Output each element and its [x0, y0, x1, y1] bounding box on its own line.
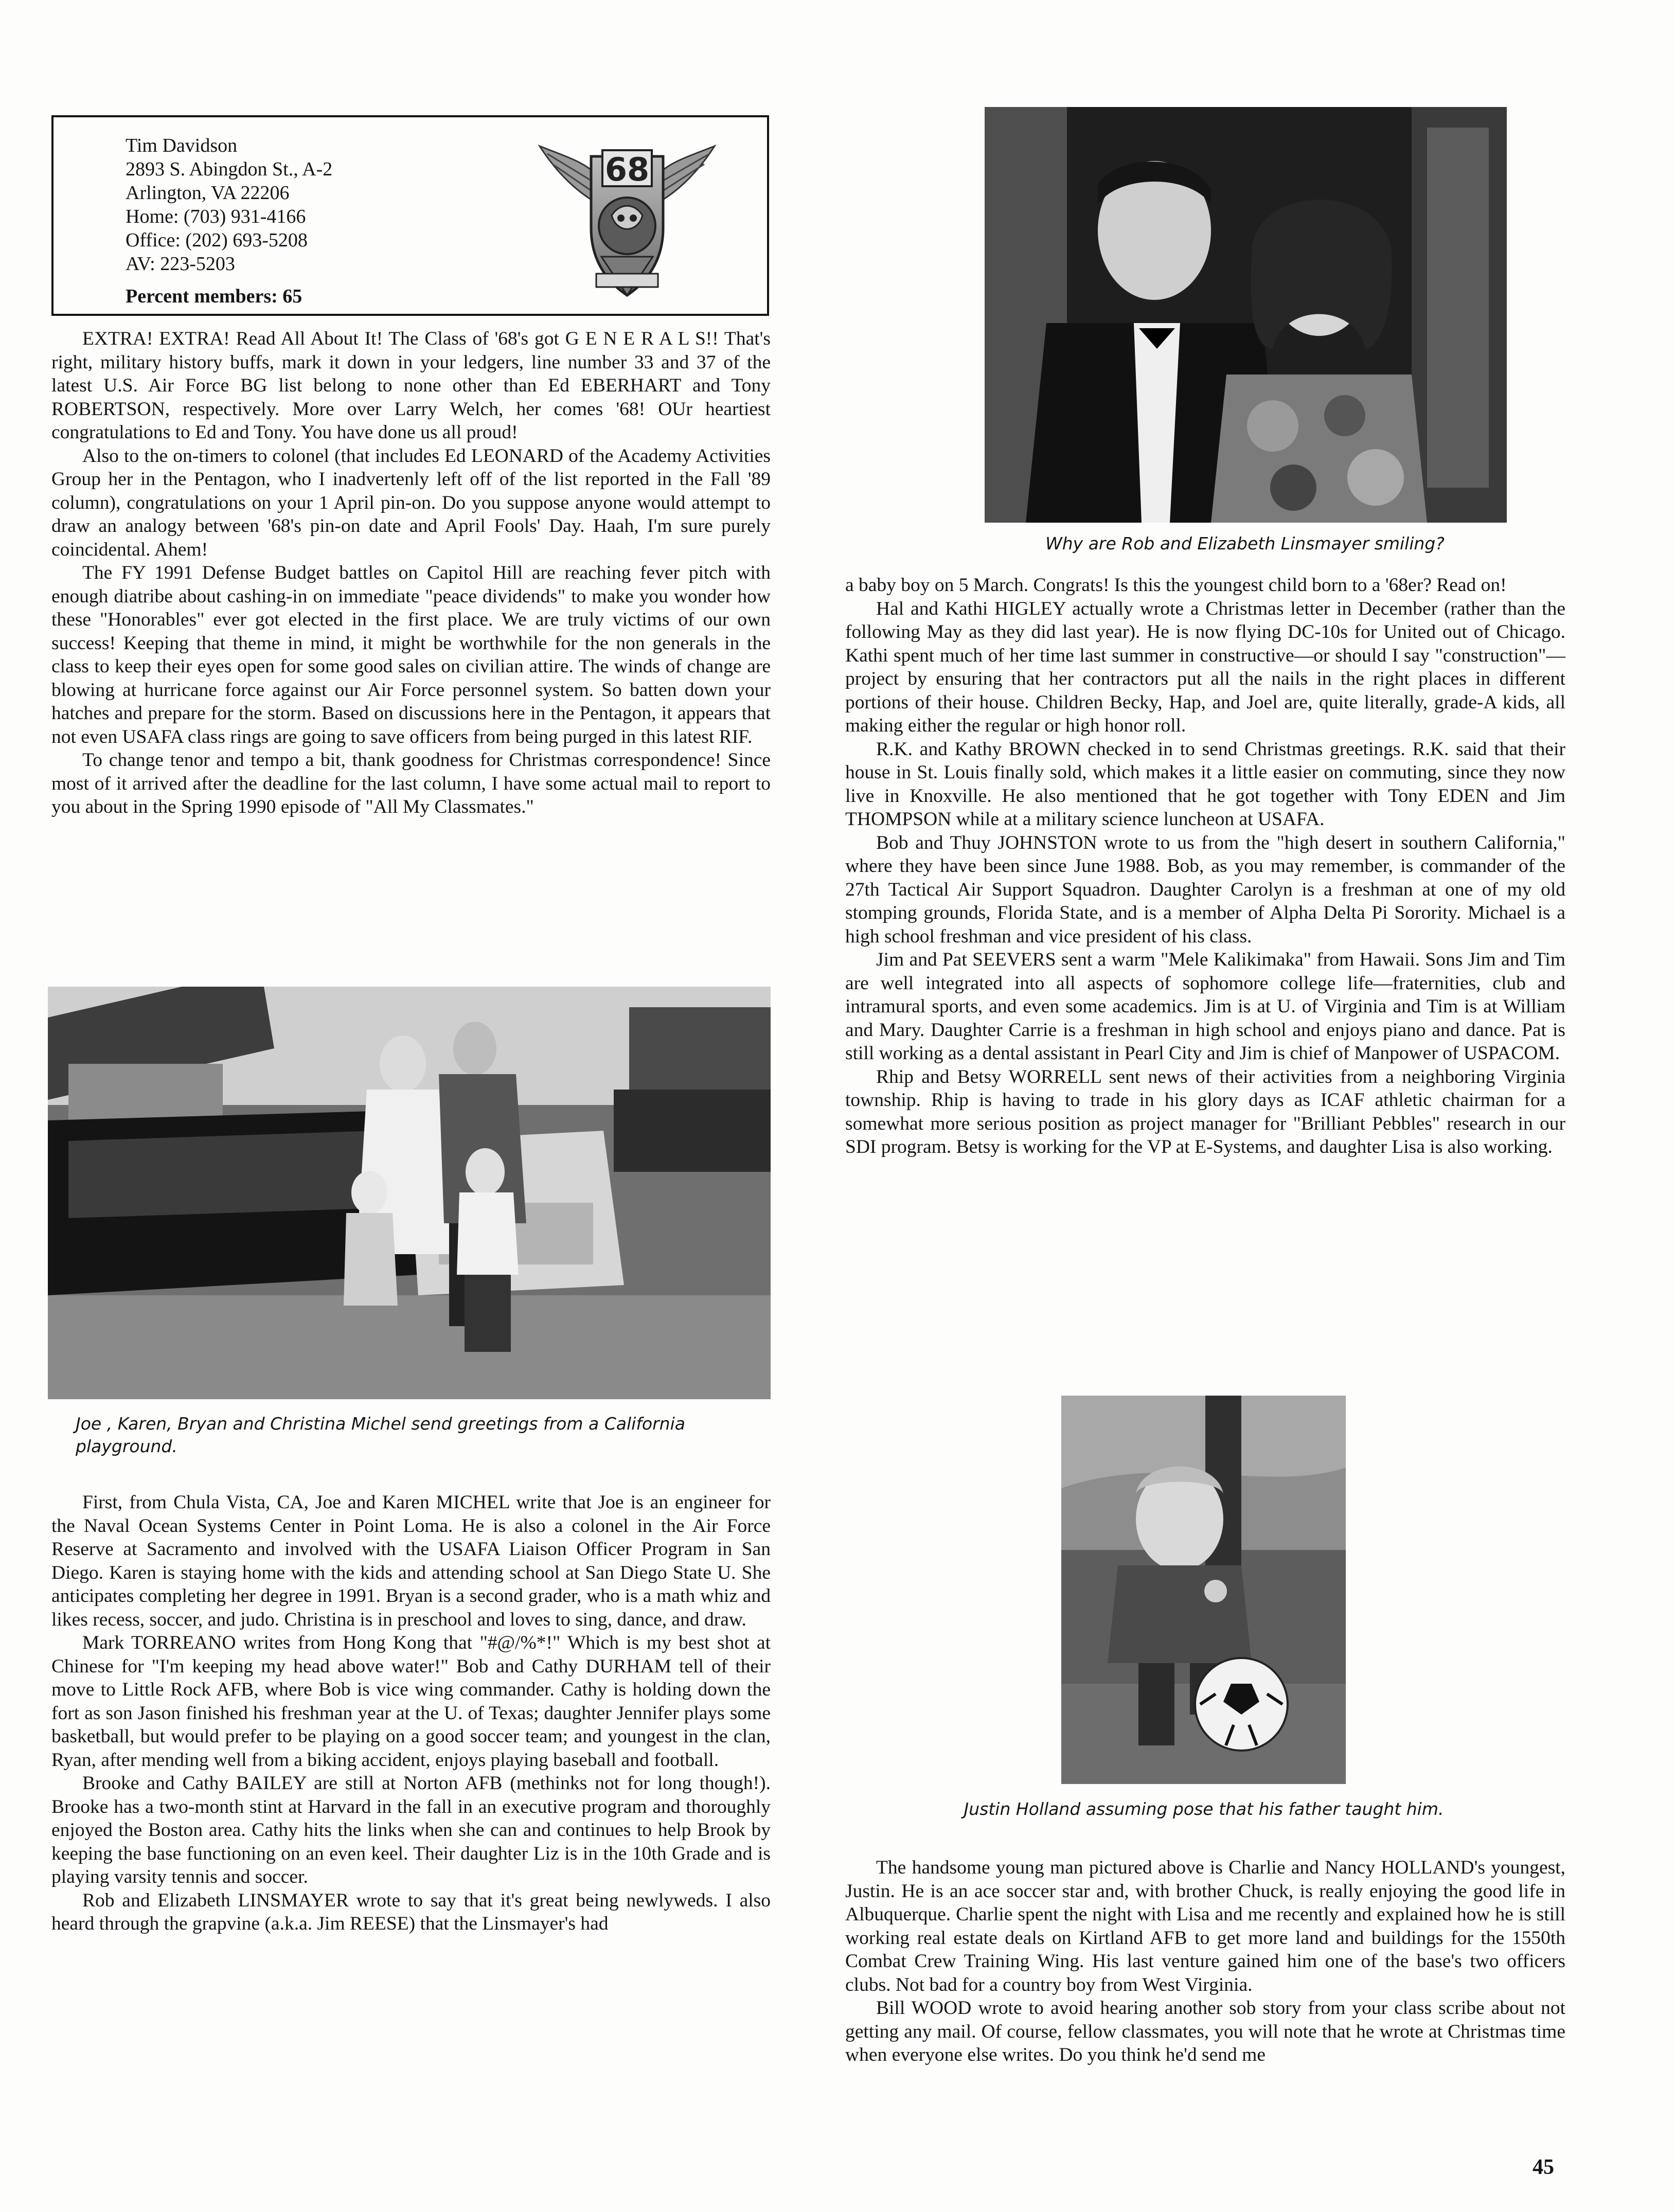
paragraph-holland: The handsome young man pictured above is Charlie and Nancy HOLLAND's youngest, Justin. He is an ace soccer star and, with brother Chuck, is really enjoying the good life in Albuquerque. Charlie spent the night with Lisa and me recently and explained how he is still working real estate deals on Kirtland AFB to get more land and buildings for the 1550th Combat Crew Training Wing. His last venture gained him one of the base's two officers clubs. Not bad for a country boy from West Virginia. — [845, 1857, 1565, 1995]
paragraph-michel: First, from Chula Vista, CA, Joe and Karen MICHEL write that Joe is an engineer for the Naval Ocean Systems Center in Point Loma. He is also a colonel in the Air Force Reserve at Sacramento and involved with the USAFA Liaison Officer Program in San Diego. Karen is staying home with the kids and attending school at San Diego State U. She anticipates completing her degree in 1991. Bryan is a second grader, who is a math whiz and likes recess, soccer, and judo. Christina is in preschool and loves to sing, dance, and draw. — [51, 1492, 771, 1630]
contact-home-phone: Home: (703) 931-4166 — [126, 206, 306, 227]
paragraph-linsmayer: Rob and Elizabeth LINSMAYER wrote to say that it's great being newlyweds. I also heard through the grapvine (a.k.a. Jim REESE) that the Linsmayer's had — [51, 1889, 771, 1934]
left-column-bottom-text — [51, 1491, 771, 1936]
paragraph-baby-boy: a baby boy on 5 March. Congrats! Is this the youngest child born to a '68er? Read on! — [845, 575, 1507, 596]
justin-holland-photo — [1061, 1396, 1346, 1784]
paragraph-worrell: Rhip and Betsy WORRELL sent news of their activities from a neighboring Virginia township. Rhip is having to trade in his glory days as ICAF athletic chairman for a somewhat more serious position as project manager for "Brilliant Pebbles" research in our SDI program. Betsy is working for the VP at E-Systems, and daughter Lisa is also working. — [845, 1066, 1565, 1157]
contact-details — [126, 134, 589, 276]
contact-name: Tim Davidson — [126, 135, 238, 156]
class-contact-box — [51, 115, 769, 316]
paragraph-brown: R.K. and Kathy BROWN checked in to send Christmas greetings. R.K. said that their house in St. Louis finally sold, which makes it a little easier on commuting, since they now live in Knoxville. He also mentioned that he got together with Tony EDEN and Jim THOMPSON while at a military science luncheon at USAFA. — [845, 738, 1565, 830]
paragraph-christmas-correspondence: To change tenor and tempo a bit, thank goodness for Christmas correspondence! Since most of it arrived after the deadline for the last column, I have some actual mail to report to you about in the Spring 1990 episode of "All My Classmates." — [51, 750, 771, 817]
left-column-top-text — [51, 327, 771, 819]
holland-photo-caption: Justin Holland assuming pose that his father taught him. — [964, 1799, 1444, 1819]
paragraph-torreano-durham: Mark TORREANO writes from Hong Kong that "#@/%*!" Which is my best shot at Chinese for "I'm keeping my head above water!" Bob and Cathy DURHAM tell of their move to Little Rock AFB, where Bob is vice wing commander. Cathy is holding down the fort as son Jason finished his freshman year at the U. of Texas; daughter Jennifer plays some basketball, but would prefer to be playing on a good soccer team; and youngest in the clan, Ryan, after mending well from a biking accident, enjoys playing baseball and football. — [51, 1632, 771, 1771]
percent-members: Percent members: 65 — [126, 286, 302, 307]
paragraph-johnston: Bob and Thuy JOHNSTON wrote to us from the "high desert in southern California," where they have been since June 1988. Bob, as you may remember, is commander of the 27th Tactical Air Support Squadron. Daughter Carolyn is a freshman at one of my old stomping grounds, Florida State, and is a member of Alpha Delta Pi Sorority. Michael is a high school freshman and vice president of his class. — [845, 832, 1565, 947]
michel-photo-caption: Joe , Karen, Bryan and Christina Michel send greetings from a California playground. — [76, 1414, 685, 1456]
right-column-bottom-text — [845, 1856, 1565, 2067]
paragraph-bailey: Brooke and Cathy BAILEY are still at Norton AFB (methinks not for long though!). Brooke has a two-month stint at Harvard in the fall in an executive program and thoroughly enjoyed the Boston area. Cathy hits the links when she can and continues to help Brook by keeping the base functioning on an even keel. Their daughter Liz is in the 10th Grade and is playing varsity tennis and soccer. — [51, 1773, 771, 1887]
page-number: 45 — [1533, 2155, 1554, 2179]
paragraph-defense-budget: The FY 1991 Defense Budget battles on Capitol Hill are reaching fever pitch with enough diatribe about cashing-in on immediate "peace dividends" to make you wonder how these "Honorables" ever got elected in the first place. We are truly victims of our own success! Keeping that theme in mind, it might be worthwhile for the non generals in the class to keep their eyes open for some good sales on civilian attire. The winds of change are blowing at hurricane force against our Air Force personnel system. So batten down your hatches and prepare for the storm. Based on discussions here in the Pentagon, it appears that not even USAFA class rings are going to save officers from being purged in this latest RIF. — [51, 562, 771, 747]
paragraph-higley: Hal and Kathi HIGLEY actually wrote a Christmas letter in December (rather than the following May as they did last year). He is now flying DC-10s for United out of Chicago. Kathi spent much of her time last summer in constructive—or should I say "construction"—project by ensuring that her contractors put all the nails in the right places in different portions of their house. Children Becky, Hap, and Joel are, quite literally, grade-A kids, all making either the regular or high honor roll. — [845, 598, 1565, 736]
contact-av-phone: AV: 223-5203 — [126, 253, 235, 275]
linsmayer-couple-photo — [985, 107, 1507, 523]
paragraph-wood: Bill WOOD wrote to avoid hearing another sob story from your class scribe about not getting any mail. Of course, fellow classmates, you will note that he wrote at Christmas time when everyone else writes. Do you think he'd send me — [845, 1997, 1565, 2065]
paragraph-generals: EXTRA! EXTRA! Read All About It! The Class of '68's got G E N E R A L S!! That's right, military history buffs, mark it down in your ledgers, line number 33 and 37 of the latest U.S. Air Force BG list belong to none other than Ed EBERHART and Tony ROBERTSON, respectively. More over Larry Welch, her comes '68! OUr heartiest congratulations to Ed and Tony. You have done us all proud! — [51, 328, 771, 443]
linsmayer-photo-caption: Why are Rob and Elizabeth Linsmayer smiling? — [1045, 533, 1445, 554]
class-crest-icon — [534, 126, 720, 311]
paragraph-colonel-pin-on: Also to the on-timers to colonel (that includes Ed LEONARD of the Academy Activities Group her in the Pentagon, who I inadvertenly left off of the list reported in the Fall '89 column), congratulations on your 1 April pin-on. Do you suppose anyone would attempt to draw an analogy between '68's pin-on date and April Fools' Day. Haah, I'm sure purely coincidental. Ahem! — [51, 445, 771, 560]
crest-year: 68 — [604, 151, 650, 188]
right-column-middle-text — [845, 574, 1565, 1159]
contact-office-phone: Office: (202) 693-5208 — [126, 229, 308, 251]
paragraph-seevers: Jim and Pat SEEVERS sent a warm "Mele Kalikimaka" from Hawaii. Sons Jim and Tim are well integrated into all aspects of sophomore college life—fraternities, club and intramural sports, and even some academics. Jim is at U. of Virginia and Tim is at William and Mary. Daughter Carrie is a freshman in high school and enjoys piano and dance. Pat is still working as a dental assistant in Pearl City and Jim is chief of Manpower of USPACOM. — [845, 949, 1565, 1064]
contact-address-line-2: Arlington, VA 22206 — [126, 182, 290, 204]
contact-address-line-1: 2893 S. Abingdon St., A-2 — [126, 158, 333, 180]
michel-family-photo — [48, 987, 771, 1399]
